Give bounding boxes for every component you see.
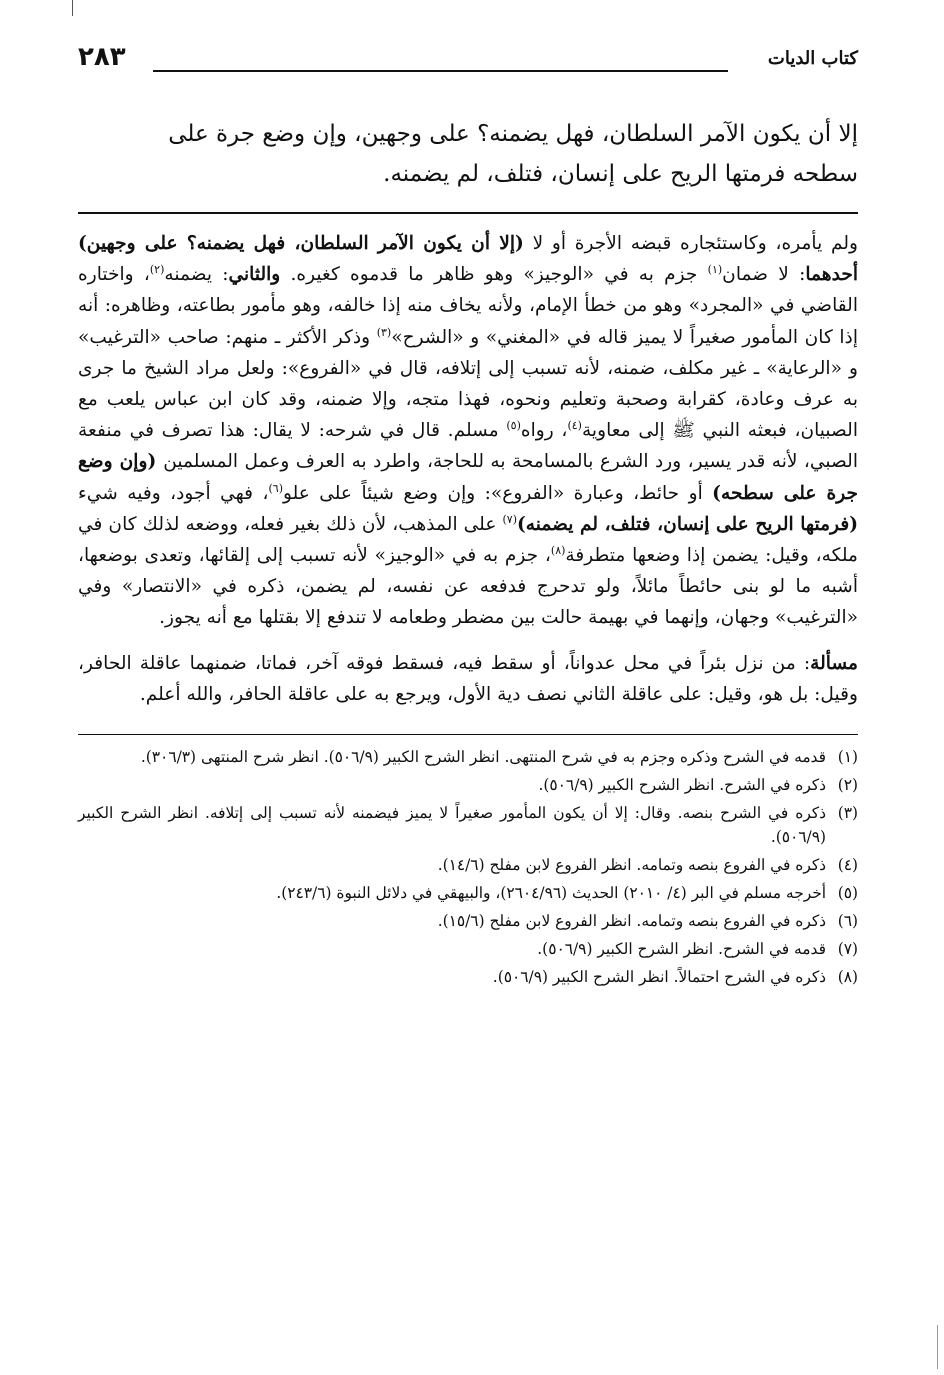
footnote-number: (٢) [837,776,858,795]
quoted-matn: (فرمتها الريح على إنسان، فتلف، لم يضمنه) [516,513,859,535]
matn-line: سطحه فرمتها الريح على إنسان، فتلف، لم يضمنه. [383,161,858,187]
text-run: أو حائط، وعبارة «الفروع»: وإن وضع شيئاً على علو [283,482,713,504]
footnote [78,773,858,797]
quoted-matn: (وإن وضع جرة على سطحه) [78,451,858,504]
footnote-number: (٧) [837,940,858,959]
footnote [78,853,858,877]
footnote [78,965,858,989]
footnote-text: ذكره في الشرح بنصه. وقال: إلا أن يكون المأمور صغيراً لا يميز فيضمنه لأنه تسبب إلى إتلافه. انظر الشرح الكبير (٥٠٦/٩). [78,804,826,847]
footnote-text: قدمه في الشرح. انظر الشرح الكبير (٥٠٦/٩). [537,940,826,959]
footnote-text: ذكره في الفروع بنصه وتمامه. انظر الفروع لابن مفلح (١٥/٦). [437,912,826,931]
footnote-ref[interactable]: (٢) [149,263,165,277]
header-rule [153,70,728,72]
text-run: مسلم. قال في شرحه: لا يقال: هذا تصرف في منفعة الصبي، لأنه قدر يسير، ورد الشرع بالمسامحة به للحاجة، واطرد به العرف وعمل المسلمين [78,420,858,473]
crop-mark-side [937,1325,938,1369]
footnote [78,745,858,769]
footnote-text: ذكره في الشرح احتمالاً. انظر الشرح الكبير (٥٠٦/٩). [492,968,826,987]
text-run: : من نزل بئراً في محل عدواناً، أو سقط فيه، فسقط فوقه آخر، فماتا، ضمنهما عاقلة الحافر، وقيل: بل هو، وقيل: على عاقلة الثاني نصف دية الأول، ويرجع به على عاقلة الحافر، والله أعلم. [78,652,858,705]
quoted-matn: (إلا أن يكون الآمر السلطان، فهل يضمنه؟ على وجهين) أحدهما [78,233,858,286]
footnote-ref[interactable]: (٦) [268,481,283,495]
footnote-number: (٤) [837,856,858,875]
text-run: على المذهب، لأن ذلك بغير فعله، ووضعه لذلك كان في ملكه، وقيل: يضمن إذا وضعها متطرفة [78,513,858,567]
footnote [78,909,858,933]
footnote-ref[interactable]: (٧) [502,512,517,526]
page-number: ٢٨٣ [78,42,126,72]
sharh-text [78,228,858,710]
footnote-ref[interactable]: (٥) [506,419,521,433]
footnote-separator [78,734,858,735]
footnote-ref[interactable]: (١) [707,263,723,277]
text-run: ، جزم به في «الوجيز» لأنه تسبب إلى إلقائها، وتعدى بوضعها، أشبه ما لو بنى حائطاً مائلاً، ولو تدحرج فدفعه عن نفسه، لم يضمن، ذكره في «الانتصار» وفي «الترغيب» وجهان، وإنهما في بهيمة حالت بين مضطر وطعامه لا تندفع إلا بقتلها مع أنه يجوز. [78,545,858,629]
footnotes [78,745,858,989]
chapter-title: كتاب الديات [767,48,858,69]
text-run: : لا ضمان [722,264,806,286]
footnote-ref[interactable]: (٨) [550,543,566,557]
quoted-term: والثاني [228,264,281,286]
text-run: ، فهي أجود، وفيه شيء [78,482,269,504]
text-run: ، رواه [520,420,568,442]
footnote [78,801,858,849]
footnote-ref[interactable]: (٣) [376,325,392,339]
footnote-text: ذكره في الفروع بنصه وتمامه. انظر الفروع لابن مفلح (١٤/٦). [437,856,826,875]
matn-line: إلا أن يكون الآمر السلطان، فهل يضمنه؟ على وجهين، وإن وضع جرة على [168,121,858,147]
footnote [78,937,858,961]
footnote-number: (٥) [837,884,858,903]
matn-text [78,114,858,194]
sharh-paragraph [78,228,858,634]
masala-label: مسألة [810,652,858,674]
text-run: وذكر الأكثر ـ منهم: صاحب «الترغيب» و «الرعاية» ـ غير مكلف، ضمنه، لأنه تسبب إلى إتلافه، قال في «الفروع»: ولعل مراد الشيخ ما جرى به عرف وعادة، كقرابة وصحبة وتعليم ونحوه، فهذا متجه، وإلا ضمنه، وقد كان ابن عباس يلعب مع الصبيان، فبعثه النبي ﷺ إلى معاوية [78,326,858,442]
crop-mark [72,0,73,16]
footnote-text: ذكره في الشرح. انظر الشرح الكبير (٥٠٦/٩). [538,776,826,795]
footnote-text: قدمه في الشرح وذكره وجزم به في شرح المنتهى. انظر الشرح الكبير (٥٠٦/٩). انظر شرح المنتهى (٣٠٦/٣). [140,748,826,767]
text-run: ولم يأمره، وكاستئجاره قبضه الأجرة أو لا [532,233,858,254]
footnote-number: (٣) [837,804,858,823]
footnote-number: (٨) [837,968,858,987]
text-run: جزم به في «الوجيز» وهو ظاهر ما قدموه كغيره. [290,264,708,286]
footnote-number: (١) [837,748,858,767]
footnote-ref[interactable]: (٤) [567,419,582,433]
text-run: : يضمنه [164,264,229,286]
page [78,40,858,993]
matn-separator [78,212,858,214]
sharh-paragraph [78,648,858,710]
footnote-text: أخرجه مسلم في البر (٤/ ٢٠١٠) الحديث (٢٦٠٤/٩٦)، والبيهقي في دلائل النبوة (٢٤٣/٦). [276,884,826,903]
text-run: ، واختاره القاضي في «المجرد» وهو من خطأ الإمام، ولأنه يخاف منه إذا خالفه، وهو مأمور بطاعته، وظاهره: أنه إذا كان المأمور صغيراً لا يميز قاله في «المغني» و «الشرح» [78,264,858,348]
footnote-number: (٦) [837,912,858,931]
running-header [78,40,858,76]
footnote [78,881,858,905]
